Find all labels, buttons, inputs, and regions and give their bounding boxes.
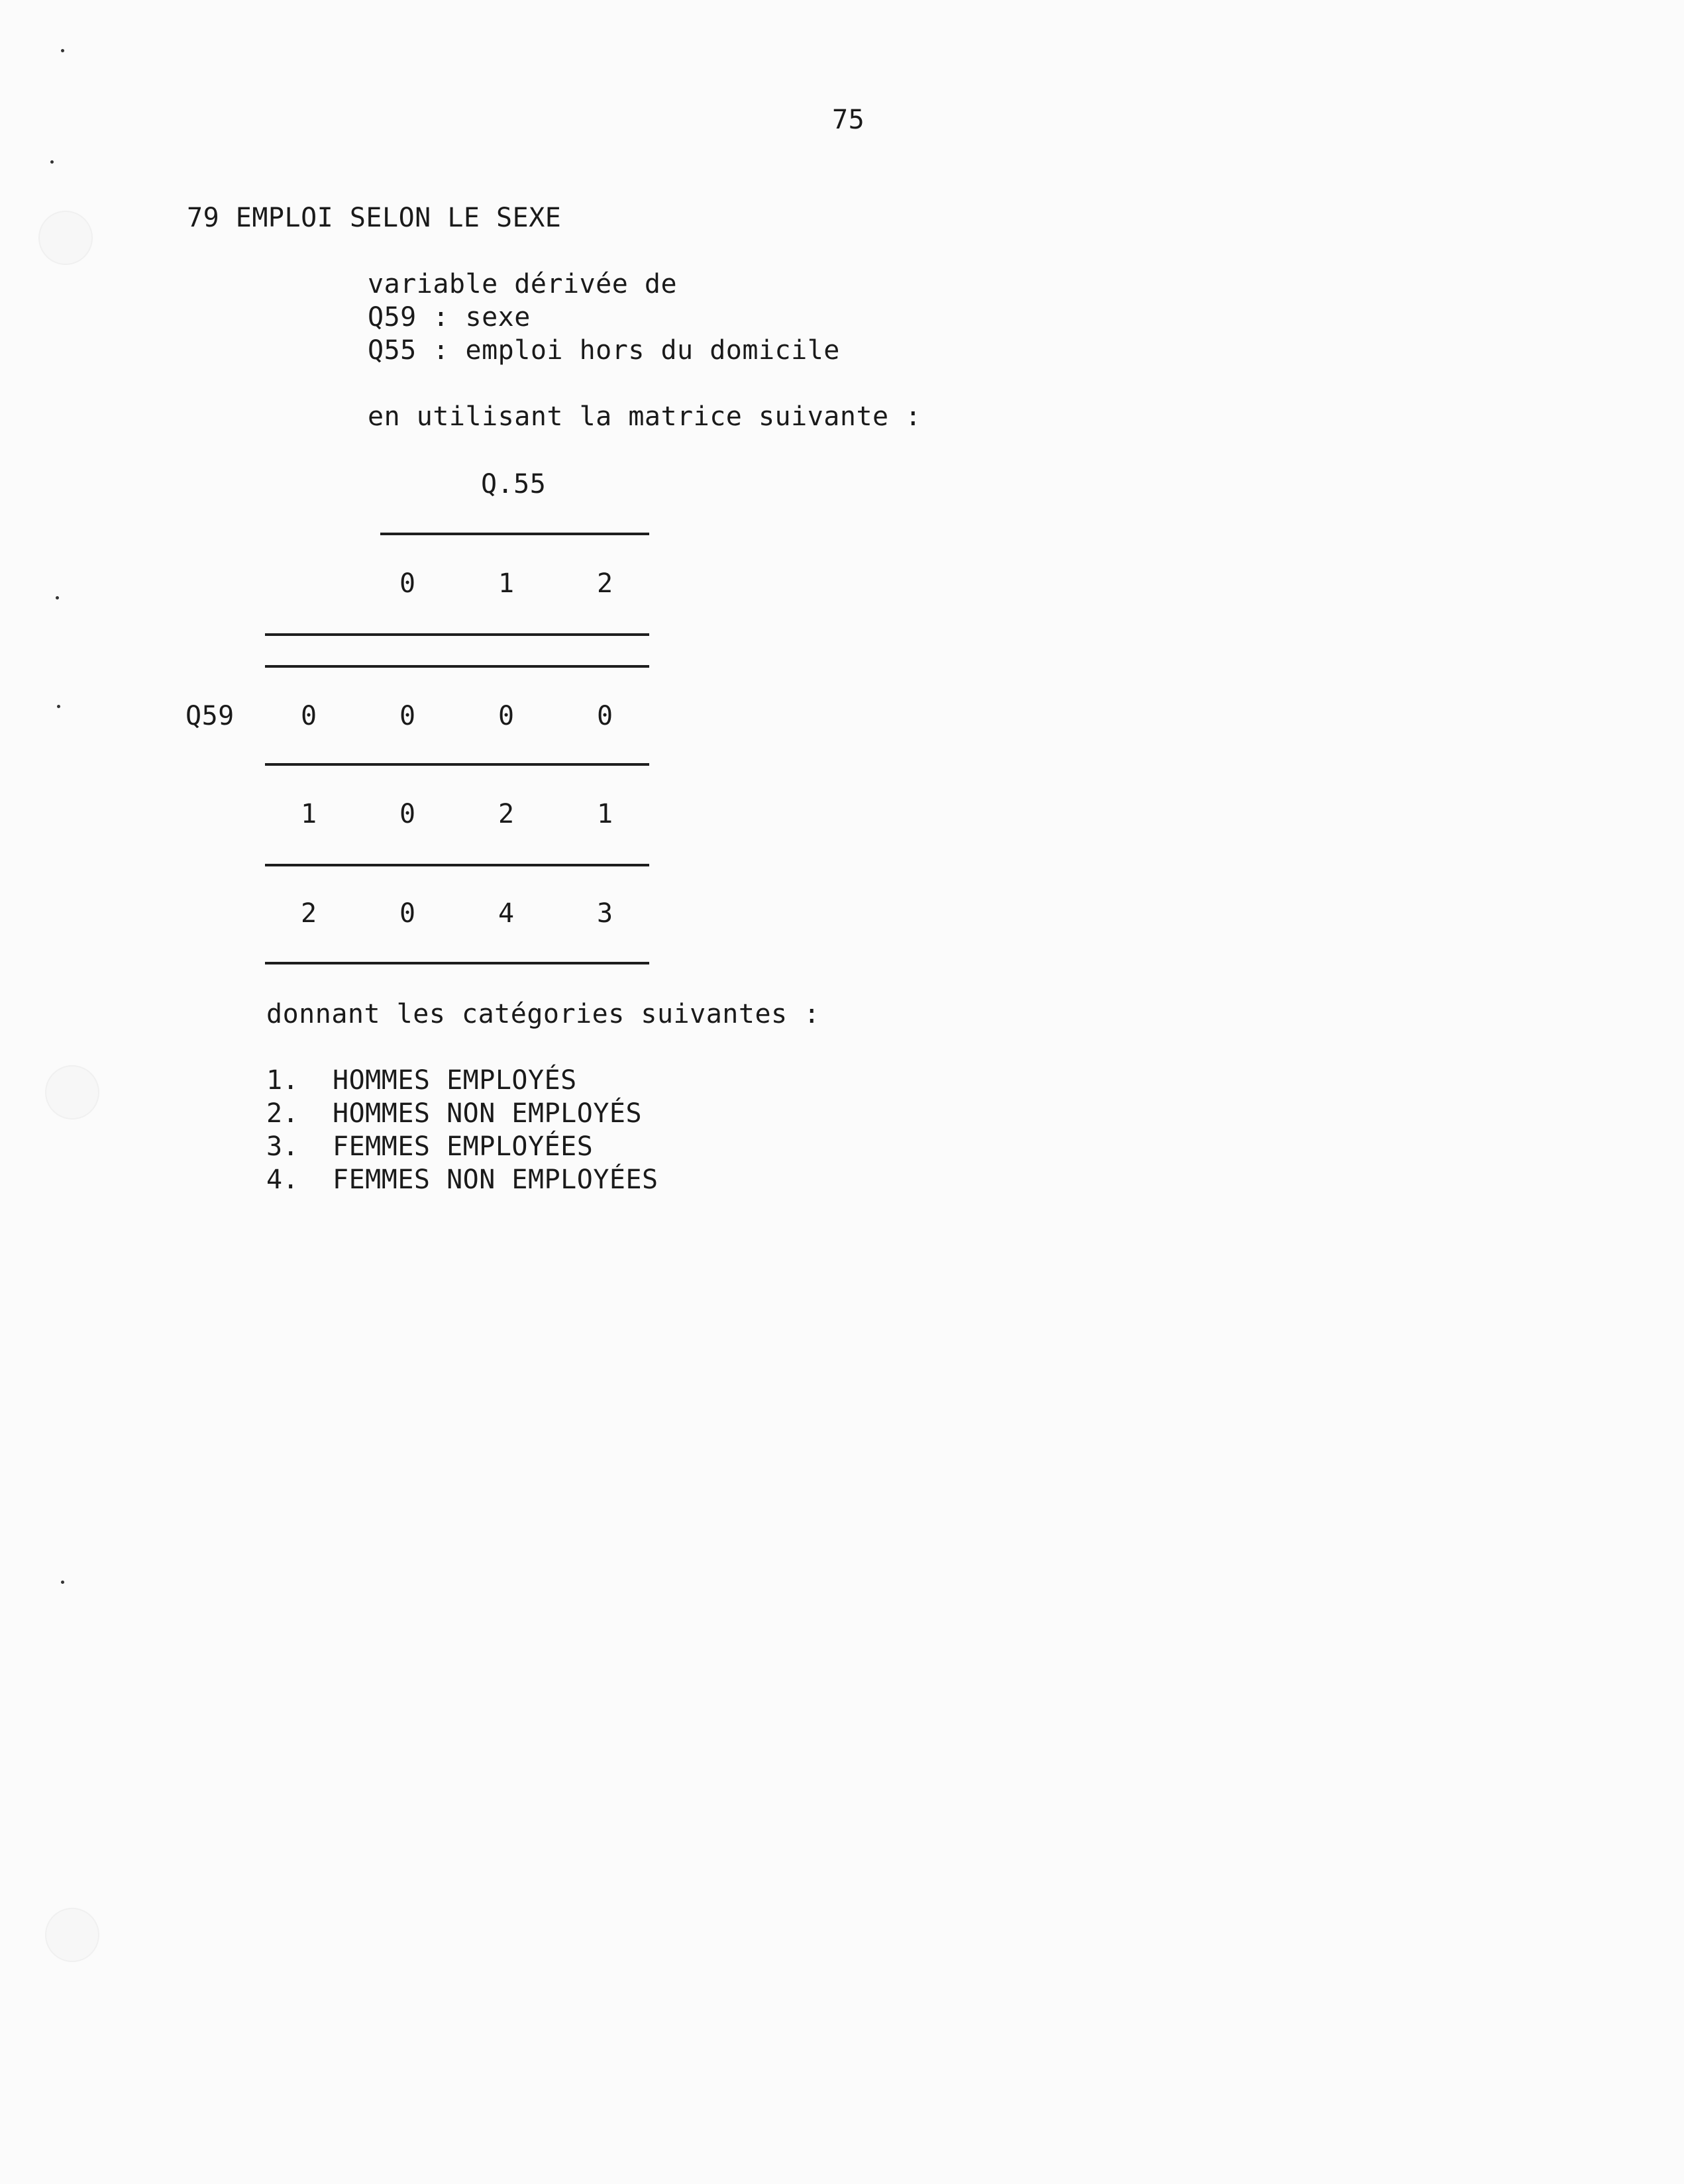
categories-intro: donnant les catégories suivantes :	[266, 999, 820, 1029]
category-number: 3.	[266, 1131, 299, 1162]
category-label: HOMMES EMPLOYÉS	[333, 1065, 577, 1096]
derivation-source-q59: Q59 : sexe	[368, 302, 531, 333]
scan-speck	[61, 49, 64, 52]
category-number: 1.	[266, 1065, 299, 1096]
matrix-rule-header-2	[265, 665, 649, 668]
category-number: 4.	[266, 1165, 299, 1195]
binder-hole-middle	[45, 1065, 99, 1119]
matrix-row-header: 1	[300, 799, 317, 829]
matrix-intro: en utilisant la matrice suivante :	[368, 401, 921, 432]
matrix-rule-bottom	[265, 962, 649, 964]
category-number: 2.	[266, 1098, 299, 1129]
page-number: 75	[832, 105, 865, 135]
matrix-rule-top	[380, 533, 649, 535]
scan-speck	[56, 596, 59, 599]
matrix-row-header: 0	[300, 701, 317, 731]
scan-speck	[61, 1581, 64, 1584]
derivation-source-q55: Q55 : emploi hors du domicile	[368, 335, 840, 366]
matrix-rule-row	[265, 864, 649, 866]
category-label: FEMMES EMPLOYÉES	[333, 1131, 594, 1162]
matrix-cell: 0	[596, 701, 613, 731]
matrix-column-header: 1	[498, 568, 515, 599]
binder-hole-top	[38, 211, 93, 265]
category-label: HOMMES NON EMPLOYÉS	[333, 1098, 643, 1129]
matrix-cell: 2	[498, 799, 515, 829]
matrix-cell: 0	[498, 701, 515, 731]
section-title: 79 EMPLOI SELON LE SEXE	[187, 203, 562, 233]
scan-speck	[57, 705, 60, 708]
matrix-column-header: 2	[596, 568, 613, 599]
binder-hole-bottom	[45, 1908, 99, 1962]
matrix-rule-header-1	[265, 633, 649, 636]
matrix-cell: 0	[399, 701, 416, 731]
category-label: FEMMES NON EMPLOYÉES	[333, 1165, 658, 1195]
matrix-cell: 0	[399, 898, 416, 929]
scan-speck	[50, 160, 54, 164]
matrix-column-variable: Q.55	[481, 469, 547, 499]
matrix-cell: 3	[596, 898, 613, 929]
matrix-row-variable: Q59	[185, 701, 235, 731]
matrix-column-header: 0	[399, 568, 416, 599]
matrix-row-header: 2	[300, 898, 317, 929]
derivation-intro: variable dérivée de	[368, 269, 678, 299]
matrix-rule-row	[265, 763, 649, 766]
matrix-cell: 4	[498, 898, 515, 929]
matrix-cell: 0	[399, 799, 416, 829]
matrix-cell: 1	[596, 799, 613, 829]
